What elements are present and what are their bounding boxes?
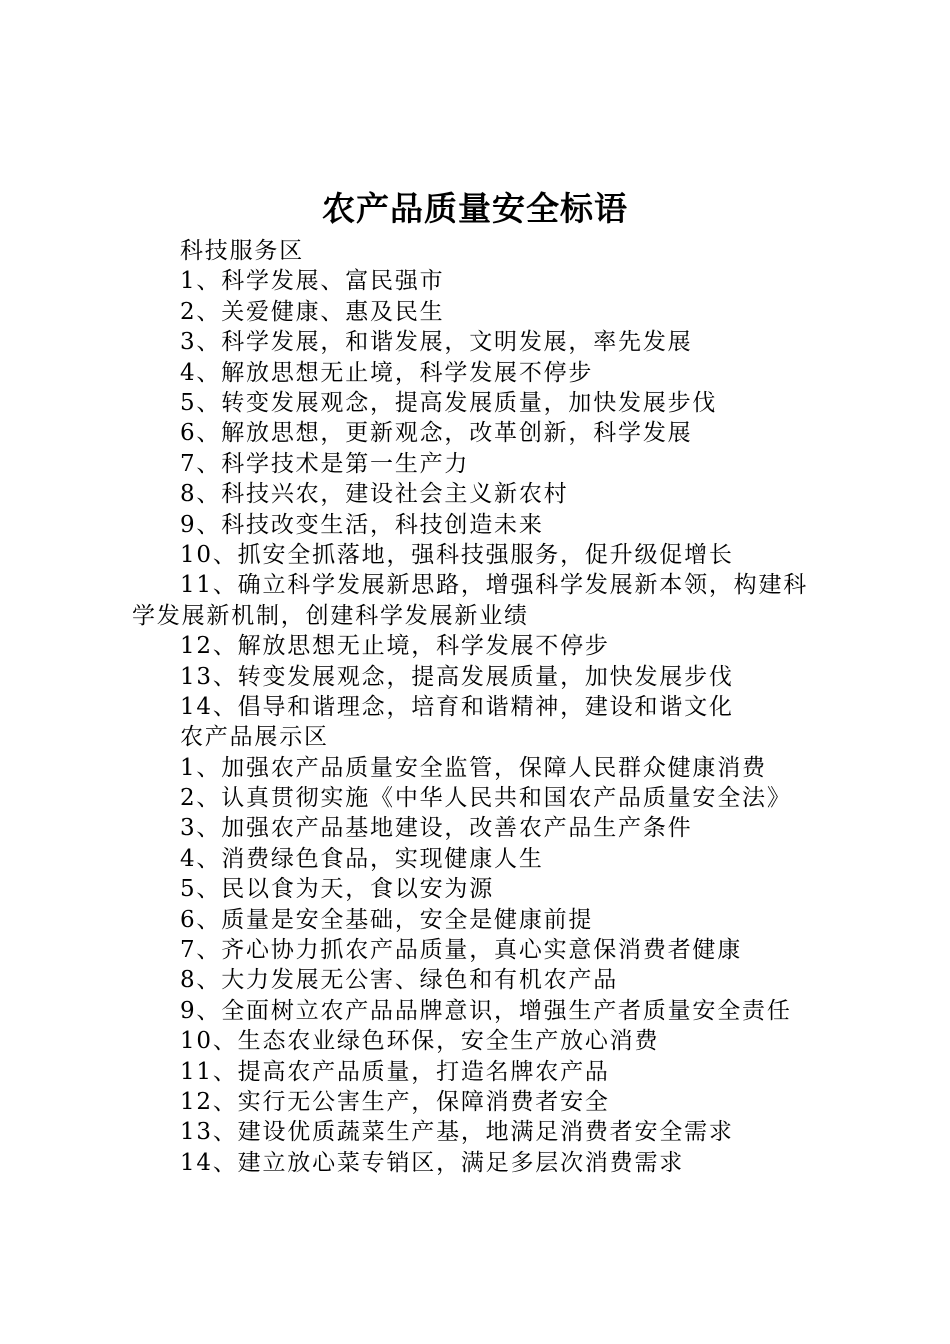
slogan-item: 2、关爱健康、惠及民生 — [180, 298, 445, 325]
document-body — [132, 236, 832, 1178]
slogan-item: 6、解放思想，更新观念，改革创新，科学发展 — [180, 420, 693, 447]
slogan-item: 8、大力发展无公害、绿色和有机农产品 — [180, 967, 619, 994]
slogan-item: 9、科技改变生活，科技创造未来 — [180, 511, 544, 538]
document-title: 农产品质量安全标语 — [322, 189, 628, 228]
slogan-item: 3、加强农产品基地建设，改善农产品生产条件 — [180, 815, 693, 842]
slogan-item: 10、生态农业绿色环保，安全生产放心消费 — [180, 1028, 660, 1055]
slogan-item: 8、科技兴农，建设社会主义新农村 — [180, 481, 569, 508]
slogan-item-wrapped: 11、确立科学发展新思路，增强科学发展新本领，构建科学发展新机制，创建科学发展新业绩 — [132, 572, 809, 629]
slogan-item: 1、科学发展、富民强市 — [180, 268, 445, 295]
slogan-item: 4、消费绿色食品，实现健康人生 — [180, 845, 544, 872]
slogan-item: 11、提高农产品质量，打造名牌农产品 — [180, 1058, 610, 1085]
slogan-item: 13、建设优质蔬菜生产基，地满足消费者安全需求 — [180, 1119, 734, 1146]
slogan-item: 1、加强农产品质量安全监管，保障人民群众健康消费 — [180, 754, 767, 781]
section-heading-tech-service: 科技服务区 — [180, 238, 304, 264]
section-heading-product-display: 农产品展示区 — [180, 724, 329, 751]
slogan-item: 10、抓安全抓落地，强科技强服务，促升级促增长 — [180, 541, 734, 568]
slogan-item: 5、民以食为天，食以安为源 — [180, 876, 495, 903]
slogan-item: 3、科学发展，和谐发展，文明发展，率先发展 — [180, 329, 693, 356]
slogan-item: 6、质量是安全基础，安全是健康前提 — [180, 906, 594, 933]
slogan-item: 4、解放思想无止境，科学发展不停步 — [180, 359, 594, 386]
slogan-item: 13、转变发展观念，提高发展质量，加快发展步伐 — [180, 663, 734, 690]
slogan-item: 7、齐心协力抓农产品质量，真心实意保消费者健康 — [180, 937, 743, 964]
slogan-item: 12、解放思想无止境，科学发展不停步 — [180, 633, 610, 660]
slogan-item: 9、全面树立农产品品牌意识，增强生产者质量安全责任 — [180, 997, 792, 1024]
slogan-item: 14、倡导和谐理念，培育和谐精神，建设和谐文化 — [180, 693, 734, 720]
slogan-item: 2、认真贯彻实施《中华人民共和国农产品质量安全法》 — [180, 785, 792, 812]
slogan-item: 14、建立放心菜专销区，满足多层次消费需求 — [180, 1149, 685, 1176]
slogan-item: 5、转变发展观念，提高发展质量，加快发展步伐 — [180, 389, 718, 416]
slogan-item: 12、实行无公害生产，保障消费者安全 — [180, 1088, 610, 1115]
slogan-item: 7、科学技术是第一生产力 — [180, 450, 470, 477]
